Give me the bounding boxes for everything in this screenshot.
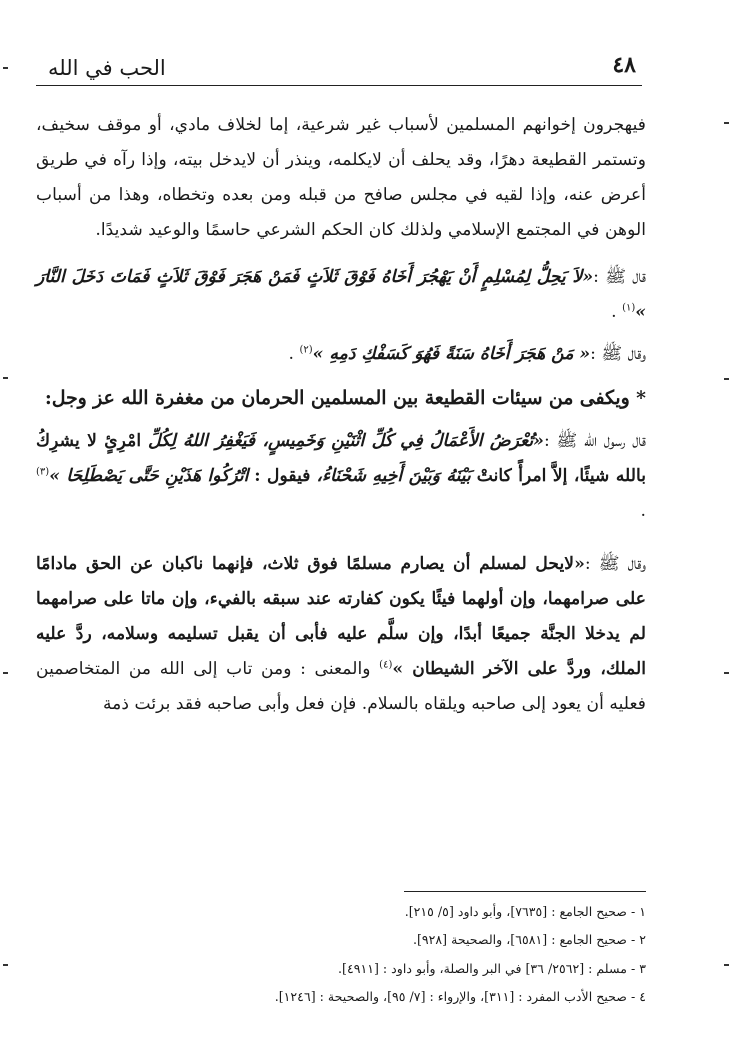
hadith-2-end: . (288, 344, 294, 365)
footnote-3: ٣ - مسلم : [٢٥٦٢/ ٣٦] في البر والصلة، وأبو داود : [٤٩١١]. (338, 960, 646, 976)
scan-mark (724, 378, 729, 380)
hadith-4 (36, 547, 646, 722)
hadith-3-bold: امْرِئٍ لا يشرِكُ بالله شيئًا، إلاَّ امرأً كانتْ (36, 431, 646, 487)
hadith-4-text: «لايحل لمسلم أن يصارم مسلمًا فوق ثلاث، فإنهما ناكبان عن الحق مادامًا على صرامهما، وإن أولهما فيئًا يكون كفارته عند سبقه بالفيء، وإن ماتا على صرامهما لم يدخلا الجنَّة جميعًا أبدًا، وإن سلَّم عليه فأبى أن يقبل تسليمه وسلامه، ردَّ عليه الملك، وردَّ على الآخر الشيطان » (36, 554, 646, 679)
hadith-1-quote: «لاَ يَحِلُّ لِمُسْلِمٍ أَنْ يَهْجُرَ أَخَاهُ فَوْقَ ثَلاَثٍ فَمَنْ هَجَرَ فَوْقَ ثَلاَثٍ فَمَاتَ دَخَلَ النَّارَ » (36, 266, 646, 322)
hadith-2 (36, 337, 646, 372)
hadith-2-intro: وقال ﷺ : (590, 344, 646, 365)
scan-mark (3, 67, 8, 69)
page-number: ٤٨ (612, 52, 636, 78)
running-header (36, 46, 642, 86)
hadith-3-bold-2: فيقول : (254, 466, 311, 487)
footnote-ref-2: (٢) (299, 344, 313, 356)
footnote-2: ٢ - صحيح الجامع : [٦٥٨١]، والصحيحة [٩٢٨]. (412, 932, 646, 948)
running-title: الحب في الله (48, 56, 166, 80)
main-text (36, 108, 646, 722)
scan-mark (724, 122, 729, 124)
footnote-ref-4: (٤) (379, 659, 393, 671)
hadith-3 (36, 424, 646, 529)
scan-mark (3, 964, 8, 966)
hadith-1-intro: قال ﷺ : (593, 266, 646, 287)
hadith-3-end: . (640, 501, 646, 522)
scan-mark (3, 672, 8, 674)
footnotes (36, 898, 646, 1012)
scan-mark (724, 672, 729, 674)
scan-mark (724, 964, 729, 966)
footnote-ref-3: (٣) (36, 466, 50, 478)
hadith-4-commentary: والمعنى : ومن تاب إلى الله من المتخاصمين فعليه أن يعود إلى صاحبه ويلقاه بالسلام. فإن فعل وأبى صاحبه فقد برئت ذمة (36, 658, 646, 714)
footnote-4: ٤ - صحيح الأدب المفرد : [٣١١]، والإرواء : [٧/ ٩٥]، والصحيحة : [١٢٤٦]. (274, 989, 646, 1005)
hadith-1 (36, 260, 646, 330)
hadith-4-intro: وقال ﷺ : (584, 554, 646, 575)
hadith-3-quote-b: بَيْنَهُ وَبَيْنَ أَخِيهِ شَحْنَاءُ، (316, 466, 471, 487)
hadith-3-quote-c: اتْرُكُوا هَذَيْنِ حَتَّى يَصْطَلِحَا » (49, 466, 249, 487)
hadith-3-intro: قال رسول الله ﷺ : (543, 431, 646, 452)
footnote-separator (404, 891, 646, 892)
header-rule (36, 85, 642, 86)
footnote-ref-1: (١) (622, 301, 636, 313)
scan-mark (3, 377, 8, 379)
hadith-1-end: . (611, 301, 617, 322)
hadith-2-quote: « مَنْ هَجَرَ أَخَاهُ سَنَةً فَهُوَ كَسَفْكِ دَمِهِ » (312, 344, 591, 365)
paragraph-intro: فيهجرون إخوانهم المسلمين لأسباب غير شرعية، إما لخلاف مادي، أو موقف سخيف، وتستمر القطيعة دهرًا، وقد يحلف أن لايكلمه، وينذر أن لايدخل بيته، وإذا رآه في طريق أعرض عنه، وإذا لقيه في مجلس صافح من قبله ومن بعده وتخطاه، وهذا من أسباب الوهن في المجتمع الإسلامي ولذلك كان الحكم الشرعي حاسمًا والوعيد شديدًا. (36, 115, 646, 240)
footnote-1: ١ - صحيح الجامع : [٧٦٣٥]، وأبو داود [٥/ ٢١٥]. (404, 904, 646, 919)
hadith-3-quote-a: «تُعْرَضُ الأَعْمَالُ فِي كُلِّ اثْنَيْنِ وَخَمِيسٍ، فَيَغْفِرُ اللهُ لِكُلِّ (147, 431, 544, 452)
section-heading: * ويكفى من سيئات القطيعة بين المسلمين الحرمان من مغفرة الله عز وجل: (44, 387, 646, 410)
